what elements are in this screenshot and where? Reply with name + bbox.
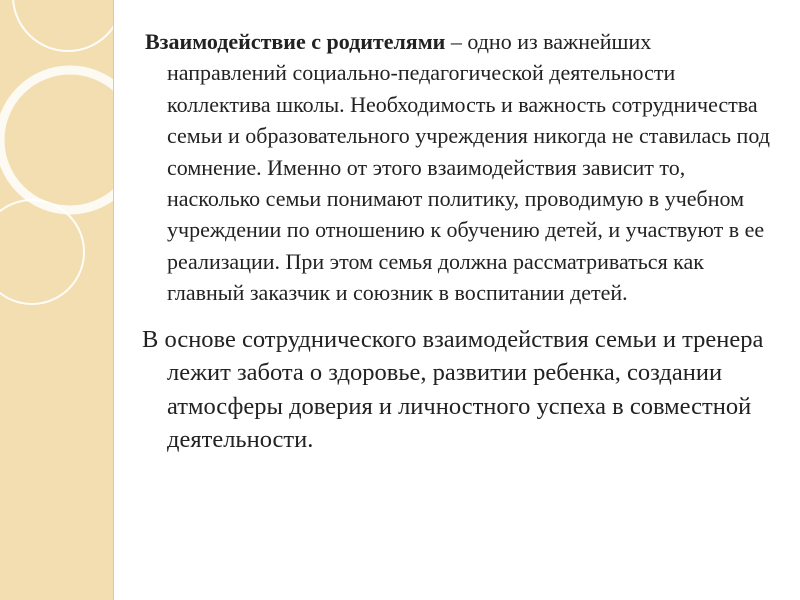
paragraph-1	[145, 26, 775, 309]
paragraph-2: В основе сотруднического взаимодействия семьи и тренера лежит забота о здоровье, развитии ребенка, создании атмосферы доверия и личностного успеха в совместной деятельности.	[142, 325, 764, 454]
paragraph-1-lead: Взаимодействие с родителями	[145, 29, 446, 54]
paragraph-1-text: – одно из важнейших направлений социально-педагогической деятельности коллектива школы. Необходимость и важность сотрудничества семьи и образовательного учреждения никогда не ставилась под сомнение. Именно от этого взаимодействия зависит то, насколько семьи понимают политику, проводимую в учебном учреждении по отношению к обучению детей, и участвуют в ее реализации. При этом семья должна рассматриваться как главный заказчик и союзник в воспитании детей.	[167, 29, 770, 306]
band-edge-line	[113, 0, 114, 600]
slide-body	[142, 26, 775, 457]
decorative-rings	[0, 0, 114, 600]
